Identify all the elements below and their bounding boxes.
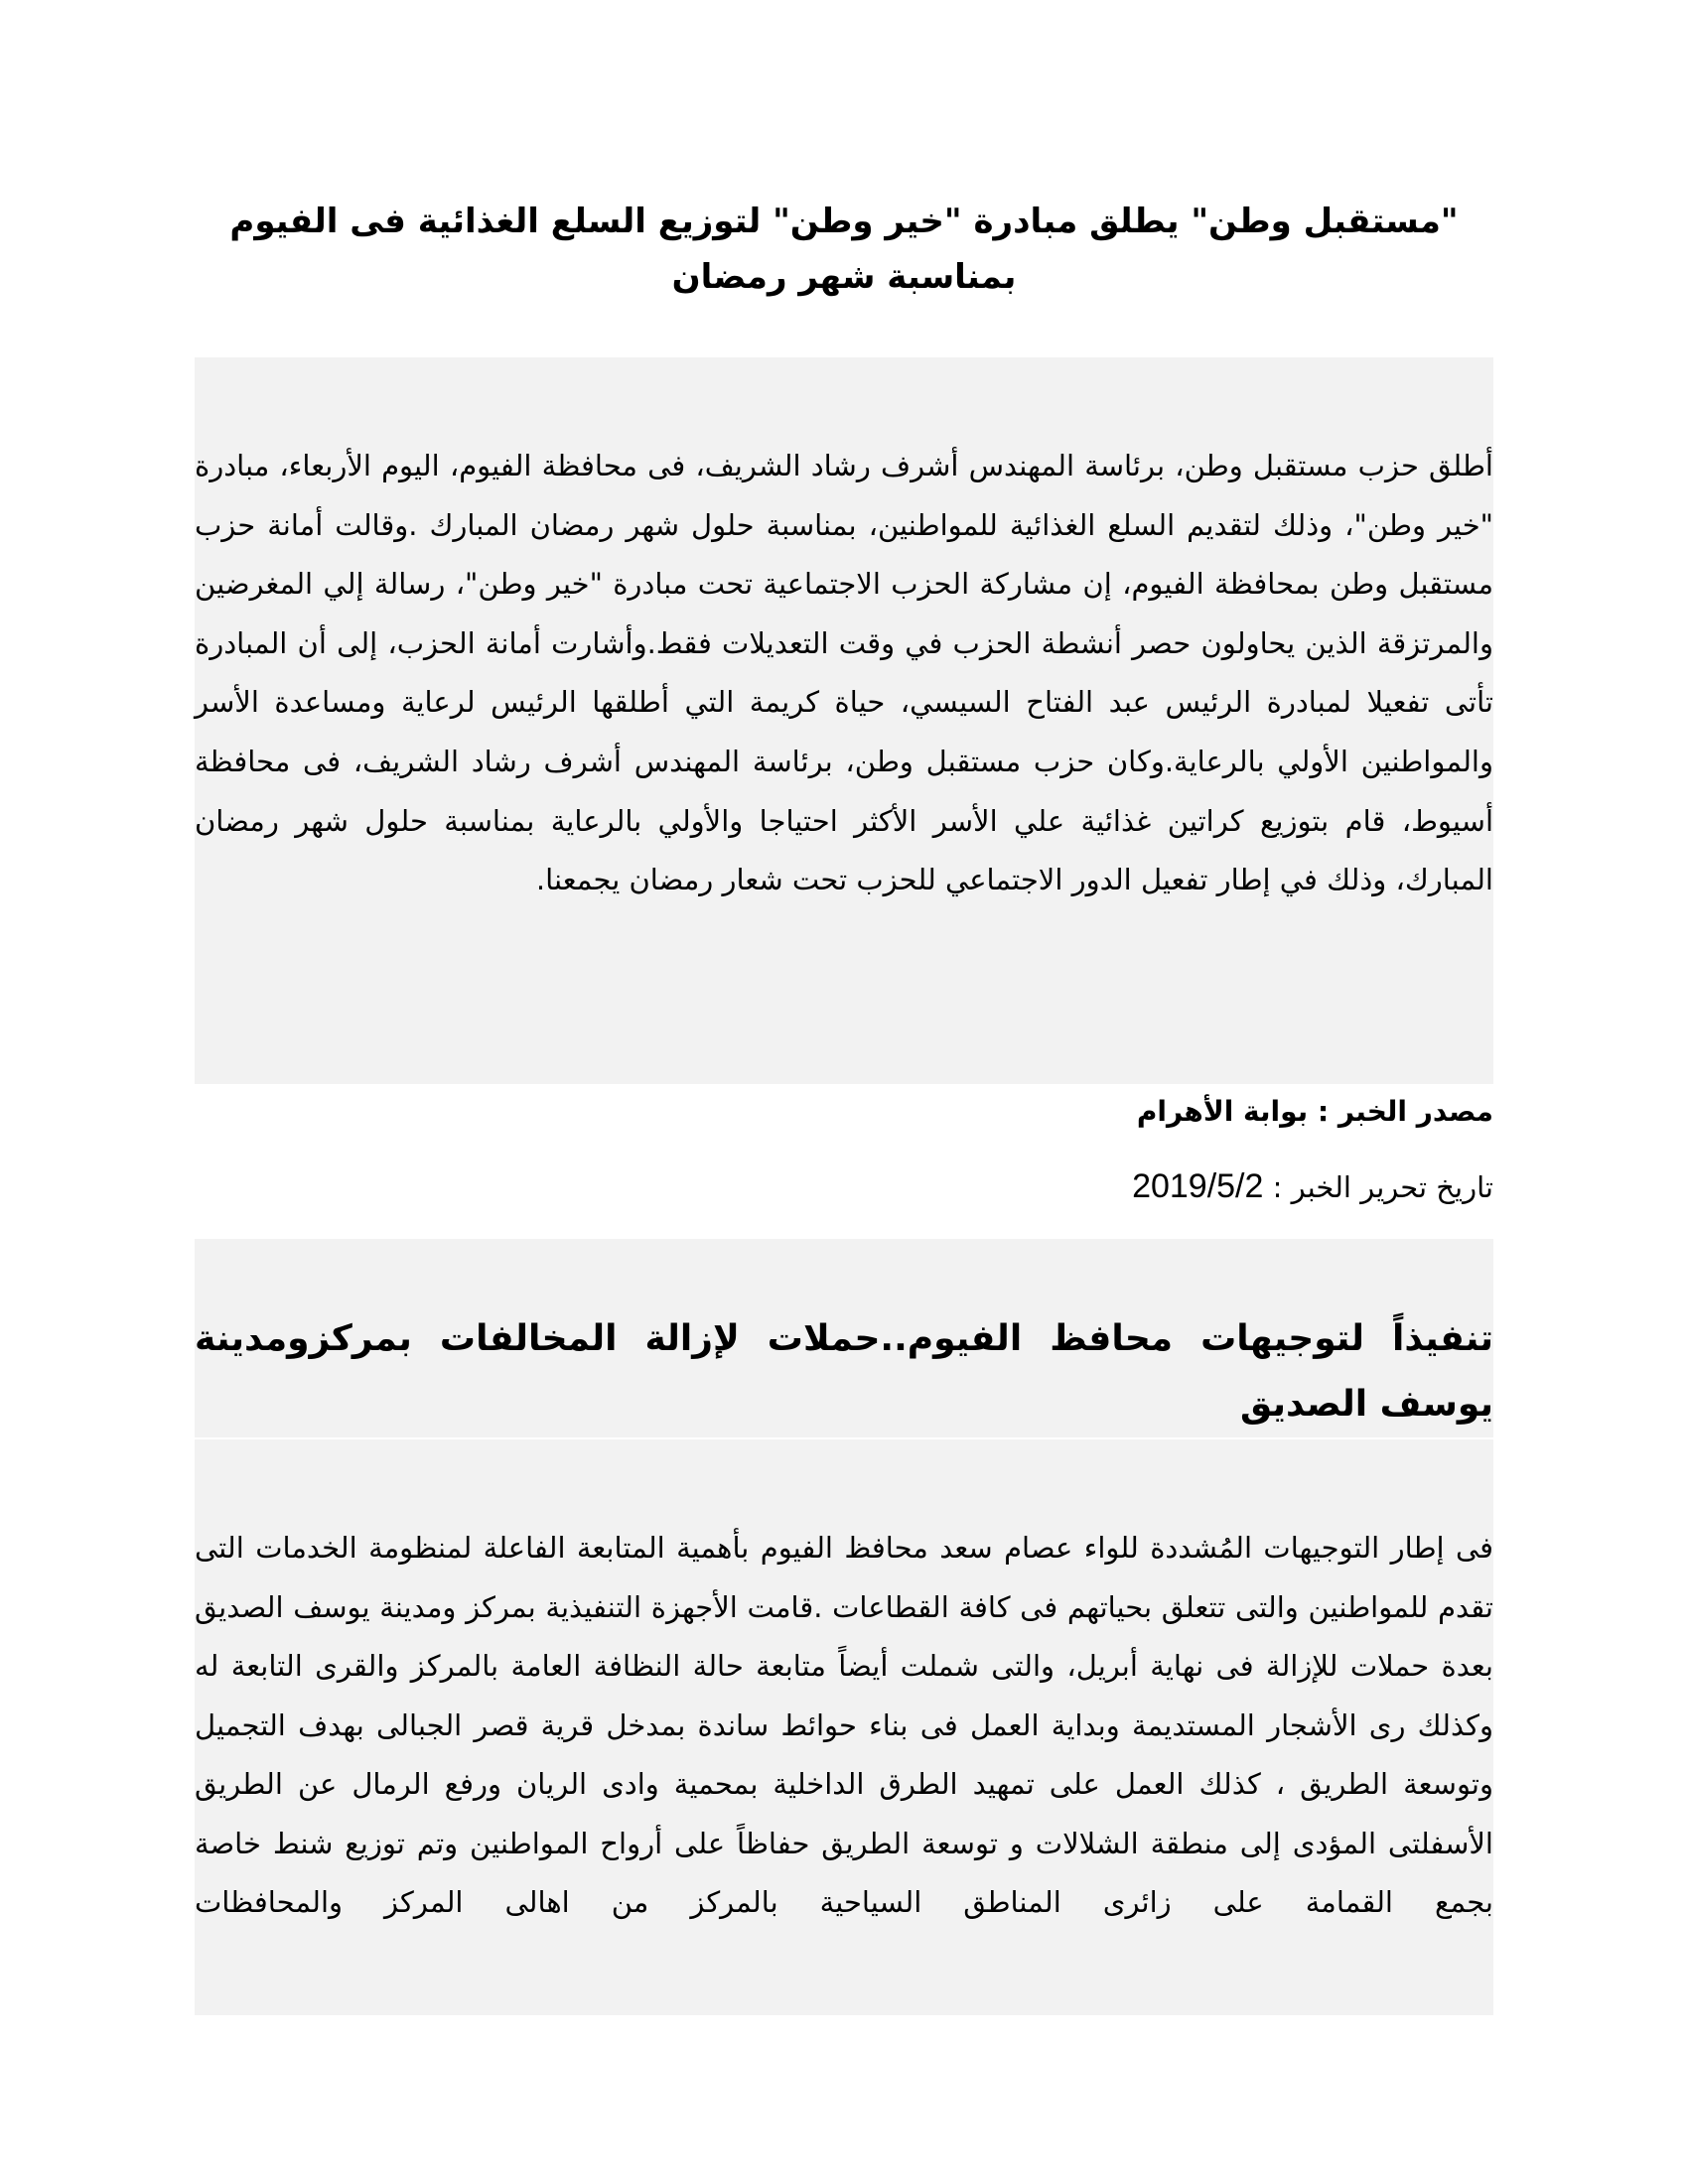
news-source: مصدر الخبر : بوابة الأهرام <box>1136 1095 1493 1128</box>
article-1-body: أطلق حزب مستقبل وطن، برئاسة المهندس أشرف رشاد الشريف، فى محافظة الفيوم، اليوم الأربعاء، مبادرة "خير وطن"، وذلك لتقديم السلع الغذائية للمواطنين، بمناسبة حلول شهر رمضان المبارك .وقالت أمانة حزب مستقبل وطن بمحافظة الفيوم، إن مشاركة الحزب الاجتماعية تحت مبادرة "خير وطن"، رسالة إلي المغرضين والمرتزقة الذين يحاولون حصر أنشطة الحزب في وقت التعديلات فقط.وأشارت أمانة الحزب، إلى أن المبادرة تأتى تفعيلا لمبادرة الرئيس عبد الفتاح السيسي، حياة كريمة التي أطلقها الرئيس لرعاية ومساعدة الأسر والمواطنين الأولي بالرعاية.وكان حزب مستقبل وطن، برئاسة المهندس أشرف رشاد الشريف، فى محافظة أسيوط، قام بتوزيع كراتين غذائية علي الأسر الأكثر احتياجا والأولي بالرعاية بمناسبة حلول شهر رمضان المبارك، وذلك في إطار تفعيل الدور الاجتماعي للحزب تحت شعار رمضان يجمعنا. <box>195 449 1493 897</box>
edit-date-value: 2019/5/2 <box>1132 1167 1264 1205</box>
article-1-title: "مستقبل وطن" يطلق مبادرة "خير وطن" لتوزيع السلع الغذائية فى الفيوم بمناسبة شهر رمضان <box>229 202 1459 297</box>
article-2-title: تنفيذاً لتوجيهات محافظ الفيوم..حملات لإزالة المخالفات بمركزومدينة يوسف الصديق <box>195 1306 1493 1437</box>
article-2-body: فى إطار التوجيهات المُشددة للواء عصام سعد محافظ الفيوم بأهمية المتابعة الفاعلة لمنظومة الخدمات التى تقدم للمواطنين والتى تتعلق بحياتهم فى كافة القطاعات .قامت الأجهزة التنفيذية بمركز ومدينة يوسف الصديق بعدة حملات للإزالة فى نهاية أبريل، والتى شملت أيضاً متابعة حالة النظافة العامة بالمركز والقرى التابعة له وكذلك رى الأشجار المستديمة وبداية العمل فى بناء حوائط ساندة بمدخل قرية قصر الجبالى بهدف التجميل وتوسعة الطريق ، كذلك العمل على تمهيد الطرق الداخلية بمحمية وادى الريان ورفع الرمال عن الطريق الأسفلتى المؤدى إلى منطقة الشلالات و توسعة الطريق حفاظاً على أرواح المواطنين وتم توزيع شنط خاصة بجمع القمامة على زائرى المناطق السياحية بالمركز من اهالى المركز والمحافظات <box>195 1531 1493 1919</box>
edit-date-label: تاريخ تحرير الخبر : <box>1263 1170 1493 1204</box>
edit-date-line <box>195 1161 1493 1212</box>
